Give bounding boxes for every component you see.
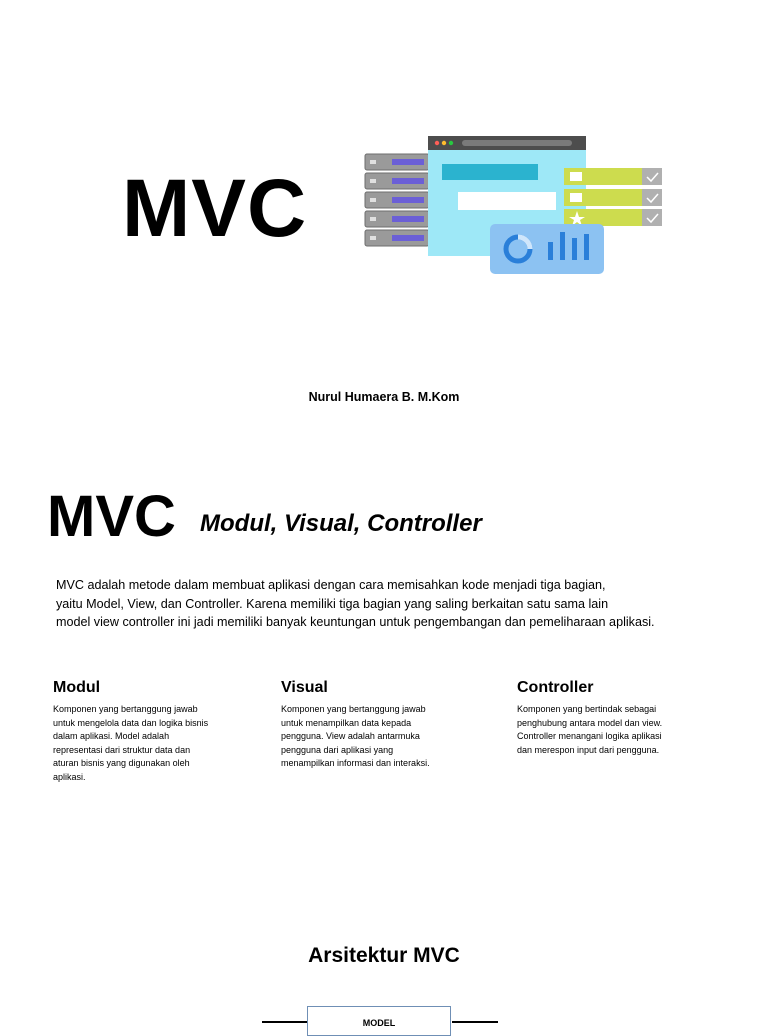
slide2-subtitle: Modul, Visual, Controller — [200, 510, 482, 537]
text-line: Controller menangani logika aplikasi — [517, 731, 662, 741]
diagram-connector-right — [452, 1021, 498, 1023]
checklist-cards-icon — [564, 168, 662, 226]
dashboard-panel-icon — [490, 224, 604, 274]
diagram-connector-left — [262, 1021, 308, 1023]
column-visual — [281, 679, 461, 771]
intro-line: model view controller ini jadi memiliki banyak keuntungan untuk pengembangan dan pemeliharaan aplikasi. — [56, 615, 655, 629]
server-rack-icon — [365, 154, 429, 246]
slide3-title: Arsitektur MVC — [308, 944, 460, 967]
slide1-title: MVC — [122, 163, 308, 254]
column-heading: Controller — [517, 679, 594, 696]
column-controller — [517, 679, 697, 757]
text-line: Komponen yang bertindak sebagai — [517, 704, 657, 714]
text-line: Komponen yang bertanggung jawab — [281, 704, 426, 714]
model-box: MODEL — [307, 1006, 451, 1036]
column-text — [53, 703, 233, 784]
column-text — [517, 703, 697, 757]
text-line: Komponen yang bertanggung jawab — [53, 704, 198, 714]
text-line: untuk mengelola data dan logika bisnis — [53, 717, 209, 728]
column-heading: Visual — [281, 679, 328, 696]
text-line: penghubung antara model dan view. — [517, 717, 663, 728]
text-line: dalam aplikasi. Model adalah — [53, 731, 170, 741]
text-line: menampilkan informasi dan interaksi. — [281, 758, 430, 768]
text-line: pengguna. View adalah antarmuka — [281, 731, 420, 741]
text-line: untuk menampilkan data kepada — [281, 717, 412, 728]
text-line: representasi dari struktur data dan — [53, 744, 191, 755]
slide2-title: MVC — [47, 484, 176, 549]
text-line: aturan bisnis yang digunakan oleh — [53, 758, 190, 768]
text-line: dan merespon input dari pengguna. — [517, 744, 660, 755]
column-modul — [53, 679, 233, 784]
text-line: pengguna dari aplikasi yang — [281, 744, 394, 755]
author-name: Nurul Humaera B. M.Kom — [308, 390, 460, 404]
server-browser-illustration — [360, 132, 670, 277]
intro-line: yaitu Model, View, dan Controller. Karena memiliki tiga bagian yang saling berkaitan satu sama lain — [56, 596, 609, 611]
intro-line: MVC adalah metode dalam membuat aplikasi dengan cara memisahkan kode menjadi tiga bagian, — [56, 578, 606, 592]
text-line: aplikasi. — [53, 771, 86, 782]
column-text — [281, 703, 461, 771]
intro-paragraph — [56, 576, 736, 632]
column-heading: Modul — [53, 679, 101, 696]
